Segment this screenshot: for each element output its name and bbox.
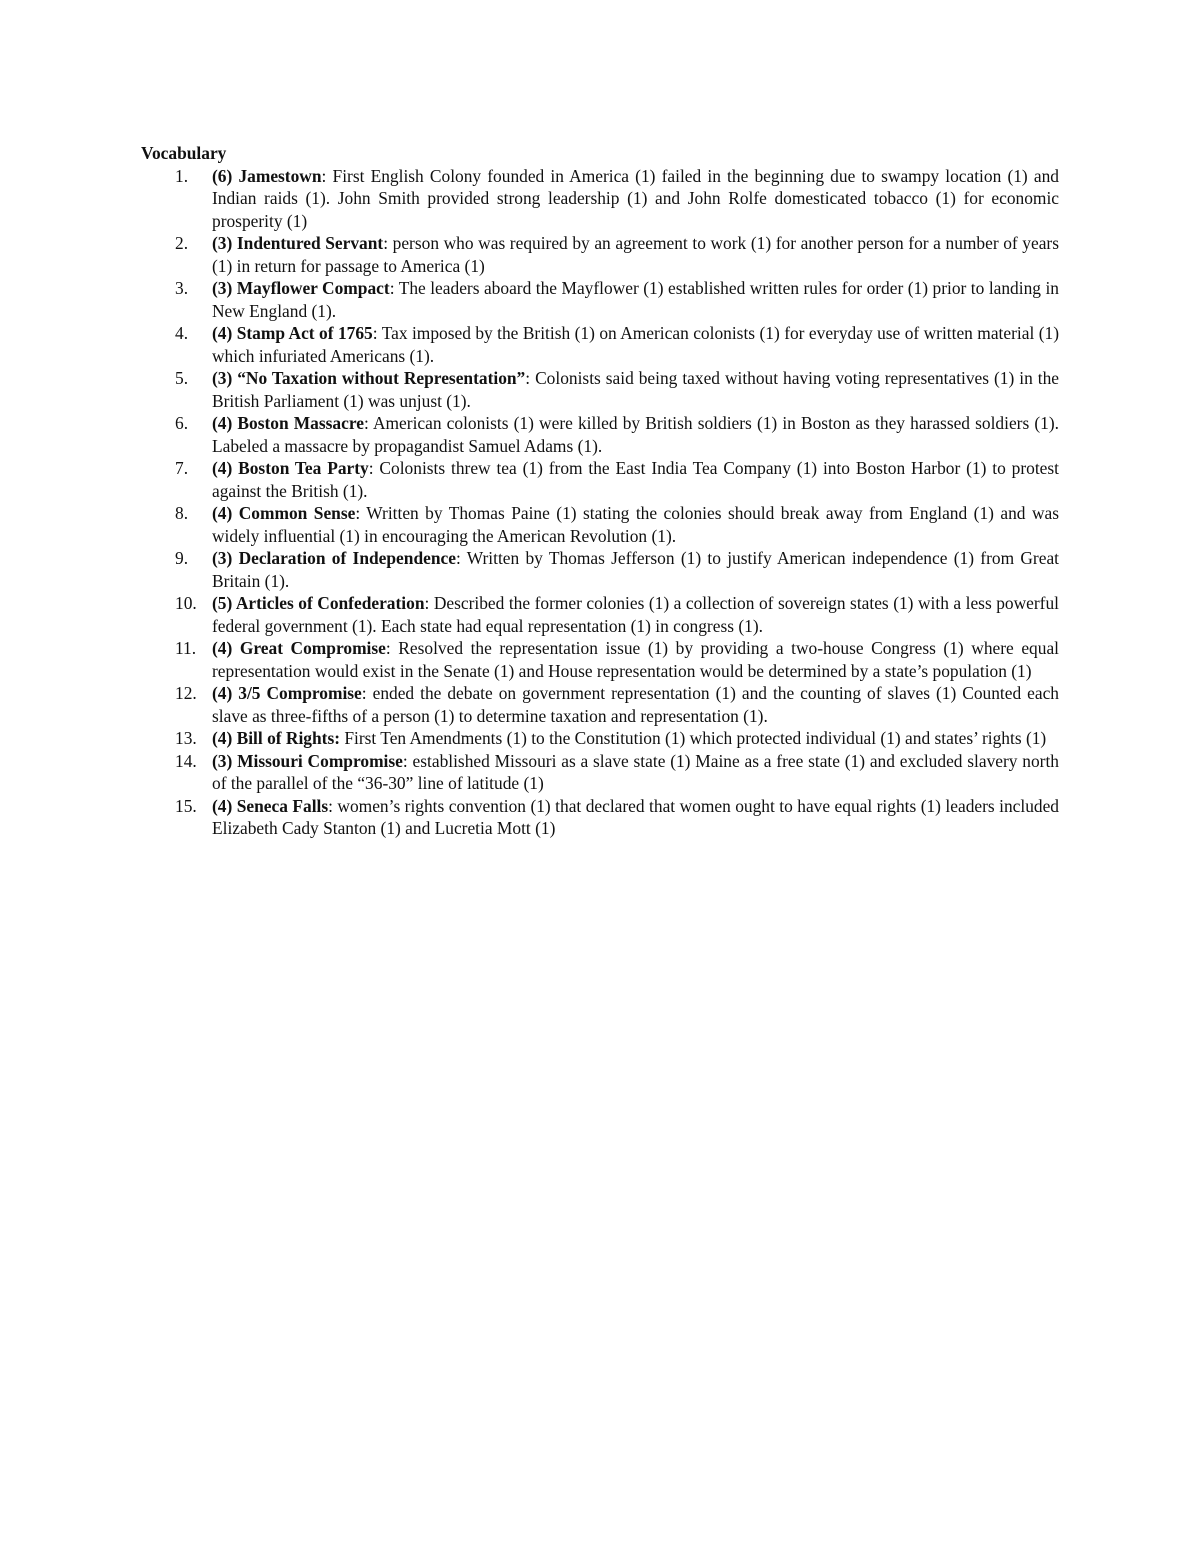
list-item xyxy=(141,502,1059,547)
item-definition: women’s rights convention (1) that declared that women ought to have equal rights (1) leaders included Elizabeth Cady Stanton (1) and Lucretia Mott (1) xyxy=(212,795,1059,838)
item-term: (4) Common Sense xyxy=(212,503,356,523)
item-separator: : xyxy=(525,368,531,388)
item-number: 13. xyxy=(175,728,197,748)
item-separator: : xyxy=(385,638,391,658)
item-separator: : xyxy=(389,278,395,298)
item-term: (3) Indentured Servant xyxy=(212,233,384,253)
list-item xyxy=(141,322,1059,367)
item-separator: : xyxy=(402,750,408,771)
list-item xyxy=(141,412,1059,457)
item-definition: person who was required by an agreement to work (1) for another person for a number of years (1) in return for passage to America (1) xyxy=(212,233,1059,276)
item-term: (3) Missouri Compromise xyxy=(212,750,403,771)
item-separator: : xyxy=(372,323,378,343)
item-number: 1. xyxy=(175,165,189,186)
item-term: (3) Declaration of Independence xyxy=(212,548,456,568)
item-definition: First English Colony founded in America (1) failed in the beginning due to swampy location (1) and Indian raids (1). John Smith provided strong leadership (1) and John Rolfe domesticated tobacco (1) for economic prosperity (1) xyxy=(212,165,1059,231)
item-term: (4) 3/5 Compromise xyxy=(212,683,362,703)
page-title: Vocabulary xyxy=(141,143,227,163)
item-definition: First Ten Amendments (1) to the Constitution (1) which protected individual (1) and states’ rights (1) xyxy=(340,728,1047,748)
item-term: (3) Mayflower Compact xyxy=(212,278,390,298)
item-separator: : xyxy=(355,503,361,523)
item-term: (4) Bill of Rights: xyxy=(212,728,341,748)
vocabulary-list xyxy=(141,165,1059,840)
list-item xyxy=(141,682,1059,727)
item-term: (4) Boston Massacre xyxy=(212,413,364,433)
item-definition: ended the debate on government representation (1) and the counting of slaves (1) Counted each slave as three-fifths of a person (1) to determine taxation and representation (1). xyxy=(212,683,1059,726)
item-definition: The leaders aboard the Mayflower (1) established written rules for order (1) prior to landing in New England (1). xyxy=(212,278,1059,321)
item-separator: : xyxy=(363,413,369,433)
item-separator: : xyxy=(361,683,367,703)
list-item xyxy=(141,727,1059,750)
item-definition: Resolved the representation issue (1) by providing a two-house Congress (1) where equal representation would exist in the Senate (1) and House representation would be determined by a state’s population (1) xyxy=(212,638,1059,681)
item-definition: Tax imposed by the British (1) on American colonists (1) for everyday use of written material (1) which infuriated Americans (1). xyxy=(212,323,1059,366)
item-definition: Written by Thomas Jefferson (1) to justify American independence (1) from Great Britain (1). xyxy=(212,548,1059,591)
item-separator: : xyxy=(328,795,333,816)
item-number: 4. xyxy=(175,323,189,343)
item-number: 12. xyxy=(175,683,197,703)
list-item xyxy=(141,795,1059,840)
item-number: 10. xyxy=(175,593,197,613)
item-term: (3) “No Taxation without Representation” xyxy=(212,368,526,388)
list-item xyxy=(141,165,1059,233)
list-item xyxy=(141,547,1059,592)
item-term: (4) Stamp Act of 1765 xyxy=(212,323,373,343)
item-term: (4) Seneca Falls xyxy=(212,795,329,816)
list-item xyxy=(141,367,1059,412)
list-item xyxy=(141,232,1059,277)
item-definition: established Missouri as a slave state (1) Maine as a free state (1) and excluded slavery north of the parallel of the “36-30” line of latitude (1) xyxy=(212,750,1060,793)
item-number: 3. xyxy=(175,278,189,298)
item-definition: Colonists threw tea (1) from the East India Tea Company (1) into Boston Harbor (1) to protest against the British (1). xyxy=(212,458,1059,501)
list-item xyxy=(141,277,1059,322)
item-definition: Written by Thomas Paine (1) stating the colonies should break away from England (1) and was widely influential (1) in encouraging the American Revolution (1). xyxy=(212,503,1059,546)
item-number: 14. xyxy=(175,750,197,771)
item-separator: : xyxy=(424,593,430,613)
item-number: 11. xyxy=(175,638,197,658)
item-number: 6. xyxy=(175,413,189,433)
item-number: 15. xyxy=(175,795,197,816)
item-separator: : xyxy=(455,548,461,568)
item-number: 7. xyxy=(175,458,189,478)
item-number: 8. xyxy=(175,503,189,523)
item-number: 5. xyxy=(175,368,189,388)
list-item xyxy=(141,637,1059,682)
item-separator: : xyxy=(321,165,327,186)
item-separator: : xyxy=(368,458,374,478)
item-definition: Colonists said being taxed without having voting representatives (1) in the British Parliament (1) was unjust (1). xyxy=(212,368,1059,411)
document-page xyxy=(141,142,1059,840)
item-term: (4) Boston Tea Party xyxy=(212,458,369,478)
item-term: (4) Great Compromise xyxy=(212,638,386,658)
item-number: 9. xyxy=(175,548,189,568)
item-definition: American colonists (1) were killed by British soldiers (1) in Boston as they harassed soldiers (1). Labeled a massacre by propagandist Samuel Adams (1). xyxy=(212,413,1059,456)
list-item xyxy=(141,457,1059,502)
item-term: (6) Jamestown xyxy=(212,165,322,186)
list-item xyxy=(141,592,1059,637)
item-number: 2. xyxy=(175,233,189,253)
item-separator: : xyxy=(383,233,389,253)
item-term: (5) Articles of Confederation xyxy=(212,593,425,613)
list-item xyxy=(141,750,1059,795)
item-definition: Described the former colonies (1) a collection of sovereign states (1) with a less powerful federal government (1). Each state had equal representation (1) in congress (1). xyxy=(212,593,1059,636)
